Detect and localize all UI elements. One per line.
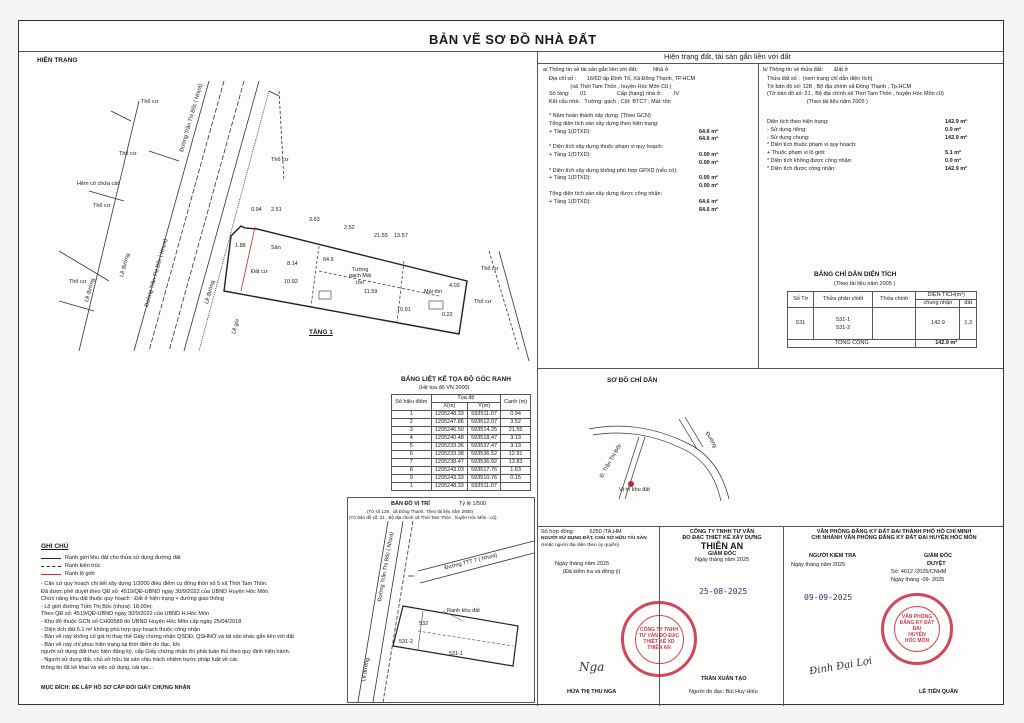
- area-subheader: chung nhận: [916, 300, 960, 308]
- coord-table-subtitle: (Hệ tọa độ VN 2000): [419, 385, 470, 391]
- company-date: Ngày tháng năm 2025: [694, 557, 750, 563]
- coord-cell: 0.15: [501, 475, 531, 483]
- info-item-value: 142.9 m²: [945, 119, 968, 125]
- note-line: - Lộ giới đường Trần Thị Bốc (nhựa): 18.00m;: [41, 603, 153, 610]
- info-item-value: 0.00 m²: [699, 151, 718, 158]
- coord-cell: 593514.25: [468, 427, 501, 435]
- info-line: (xã Thới Tam Thôn , huyện Hóc Môn Cũ ): [549, 83, 672, 90]
- info-item-value: [699, 113, 749, 121]
- info-line: Số tầng: 01 Cấp (hạng) nhà ở: IV: [549, 91, 680, 98]
- hien-trang-label: HIỆN TRẠNG: [37, 57, 78, 64]
- section-b-items: [767, 119, 995, 174]
- guide-map-drawing: [579, 389, 759, 509]
- location-road-label: Đường Trần Thị Bốc ( Nhựa): [377, 531, 396, 603]
- area-total-value: 142.9 m²: [916, 340, 977, 348]
- seal-text: HÓC MÔN: [904, 638, 930, 644]
- info-item: [549, 168, 749, 176]
- area-cell: [873, 308, 916, 340]
- area-cell: 531: [788, 308, 814, 340]
- company-name: THIÊN AN: [700, 541, 744, 551]
- note-line: người sử dụng đất thực hiện đăng ký, cấp Giấy chứng nhận thì phải tuân thủ theo quy định hiện hành.: [41, 649, 291, 656]
- info-item-value: 0.00 m²: [699, 175, 718, 182]
- info-item-label: * Diện tích được công nhận:: [767, 165, 836, 172]
- owner-line: NGƯỜI SỬ DỤNG ĐẤT, CHỦ SỞ HỮU TÀI SẢN: [541, 535, 647, 541]
- area-header: Thửa chính: [873, 292, 916, 308]
- coord-header: Số hiệu điểm: [392, 395, 432, 411]
- dimension-label: 21.55: [374, 233, 388, 239]
- coord-cell: 1: [392, 411, 432, 419]
- ditch-label: Lề đường: [84, 277, 97, 303]
- info-header: Hiện trạng đất, tài sản gắn liền với đất: [664, 52, 791, 61]
- legend-label: Ranh giới khu đất cho thửa sử dụng đường đất: [65, 555, 181, 561]
- info-item: [549, 121, 749, 129]
- floor-label: TẦNG 1: [309, 329, 333, 336]
- notes-footer: MỤC ĐÍCH: ĐỂ LẬP HỒ SƠ CẤP ĐỔI GIẤY CHỨNG NHẬN: [41, 685, 191, 691]
- coord-cell: 1: [392, 483, 432, 491]
- location-map-line: (Tờ bản đồ số: 21 , Bộ địa chính xã Thới Tam Thôn , huyện Hóc Môn - cũ): [349, 515, 497, 520]
- hem-label: Hẻm có chứa cát: [77, 181, 119, 187]
- info-bottom-divider: [537, 368, 1003, 369]
- info-item: [549, 152, 749, 160]
- seal-text: VĂN PHÒNG: [901, 614, 933, 620]
- coord-cell: 3.52: [501, 419, 531, 427]
- info-item: [549, 175, 749, 183]
- dimension-label: 4.03: [449, 283, 460, 289]
- coord-header: Tọa độ: [431, 395, 501, 403]
- company-line: ĐO ĐẠC THIẾT KẾ XÂY DỰNG: [682, 535, 762, 541]
- seal-text: THIẾT KẾ XD: [643, 639, 675, 645]
- coord-cell: 1205247.86: [431, 419, 467, 427]
- coord-cell: 593511.07: [468, 411, 501, 419]
- info-item-label: * Diện tích xây dựng thuộc phạm vi quy hoạch:: [549, 144, 664, 151]
- coord-row: [392, 467, 531, 475]
- coord-cell: 1205243.03: [431, 467, 467, 475]
- coord-cell: 593517.76: [468, 467, 501, 475]
- info-item-value: 0.00 m²: [699, 183, 718, 190]
- info-item-value: 142.9 m²: [945, 134, 968, 141]
- owner-line: Số hợp đồng: 6250 /TA.HM: [541, 529, 622, 535]
- info-line: Địa chỉ số : 16/6D ấp Đình Tố, Xã Đông Thạnh, TP.HCM: [549, 76, 696, 82]
- info-item-value: [699, 121, 749, 129]
- info-item-value: 0.00 m²: [699, 159, 718, 166]
- dimension-label: 11.59: [364, 289, 378, 295]
- coord-cell: 593512.07: [468, 419, 501, 427]
- section-b-kind: Đất ở: [834, 67, 849, 73]
- note-line: thông tin đã kê khai và việc sử dụng, cải tạo...: [41, 664, 153, 671]
- director-title: GIÁM ĐỐC: [924, 553, 953, 559]
- area-label: 64.6: [323, 257, 334, 263]
- guide-map-label: Đ. Trần Thị Bốc: [599, 442, 624, 479]
- coord-cell: 1205246.50: [431, 427, 467, 435]
- info-item-value: 64.6 m²: [699, 206, 718, 213]
- info-item: [549, 113, 749, 121]
- neighbor-label: Thổ cư: [474, 299, 492, 305]
- info-item: [767, 119, 995, 127]
- location-map-title: BẢN ĐỒ VỊ TRÍ: [391, 501, 430, 507]
- info-item: [767, 127, 995, 135]
- legend-line-dashed: [41, 566, 61, 567]
- coord-cell: 12.91: [501, 451, 531, 459]
- note-line: Đã được phê duyệt theo QĐ số: 4519/QĐ-UBND ngày 30/9/2022 của UBND Huyện Hóc Môn.: [41, 588, 270, 595]
- seal-text: THIÊN AN: [647, 645, 671, 651]
- section-a-lines: [549, 76, 695, 106]
- info-item-label: + Tầng 1(DTXD):: [549, 128, 591, 135]
- column-divider: [537, 51, 538, 706]
- area-table-subtitle: (Theo tài liệu năm 2005 ): [834, 281, 896, 287]
- coord-row: [392, 419, 531, 427]
- ditch-label: Lề đường: [119, 252, 132, 278]
- neighbor-label: Thổ cư: [271, 157, 289, 163]
- info-item-label: - Sử dụng riêng:: [767, 126, 807, 133]
- coord-cell: 1205248.33: [431, 483, 467, 491]
- section-a-title: [543, 67, 668, 73]
- note-line: - Bản vẽ này chỉ phục hiện trạng tại thời điểm đo đạc, khi: [41, 641, 180, 648]
- coord-cell: 6: [392, 451, 432, 459]
- guide-map-label: Đường: [703, 431, 718, 450]
- section-a-items: [549, 113, 749, 214]
- coord-subheader: X(m): [431, 403, 467, 411]
- info-item-value: 0.0 m²: [945, 157, 961, 164]
- coord-cell: 1205248.33: [431, 411, 467, 419]
- coord-cell: 3.13: [501, 443, 531, 451]
- director-name: LÊ TIẾN QUÂN: [919, 689, 958, 695]
- ditch-label: Lề đường: [204, 279, 217, 305]
- coord-header: Cạnh (m): [501, 395, 531, 411]
- legend-label: Ranh lộ giới: [65, 571, 95, 577]
- coord-cell: 3.13: [501, 435, 531, 443]
- info-item: [767, 135, 995, 143]
- office-block: [785, 529, 1003, 541]
- dimension-label: 3.63: [309, 217, 320, 223]
- coord-cell: 3: [392, 427, 432, 435]
- location-ranh-label: Ranh khu đất: [447, 608, 480, 614]
- info-line: Kết cấu nhà: Tường: gạch ; Cột: BTCT ; Mái: tôn: [549, 98, 671, 105]
- coord-cell: 593537.47: [468, 443, 501, 451]
- coord-cell: 5: [392, 443, 432, 451]
- coord-cell: 2: [392, 419, 432, 427]
- coord-cell: 8: [392, 467, 432, 475]
- checker-signature: Đinh Đại Lợi: [808, 655, 874, 678]
- sig-divider: [783, 526, 784, 706]
- info-item: [767, 166, 995, 174]
- area-header: DIỆN TÍCH(m²): [916, 292, 977, 300]
- road-label: Đường Trần Thị Bốc ( Nhựa): [179, 83, 205, 153]
- section-a-kind: Nhà ở: [653, 67, 669, 73]
- area-cell: 142.9: [916, 308, 960, 340]
- drawing-sheet: [18, 20, 1004, 705]
- seal-text: CÔNG TY TNHH: [640, 627, 678, 633]
- coord-cell: 593510.76: [468, 475, 501, 483]
- dimension-label: 8.14: [287, 261, 298, 267]
- coord-cell: 13.83: [501, 459, 531, 467]
- info-item-label: + Thuộc phạm vi lộ giới:: [767, 150, 826, 157]
- company-role: GIÁM ĐỐC: [707, 551, 737, 557]
- info-item-label: Tổng diện tích sàn xây dựng được công nhận:: [549, 190, 663, 197]
- info-line: (Tờ bản đồ số: 21 , Bộ địa chính xã Thới Tam Thôn , huyện Hóc Môn cũ): [767, 91, 944, 98]
- info-line: (Theo tài liệu năm 2005 ): [767, 98, 868, 105]
- area-table-title: BẢNG CHỈ DẪN DIỆN TÍCH: [814, 271, 897, 278]
- info-item: [767, 150, 995, 158]
- legend-label: Ranh kiến trúc: [65, 563, 101, 569]
- info-header-divider: [537, 63, 1003, 64]
- info-item: [549, 199, 749, 207]
- info-item-label: * Năm hoàn thành xây dựng: (Theo GCN): [549, 113, 651, 119]
- coord-cell: [501, 483, 531, 491]
- neighbor-label: Thổ cư: [119, 151, 137, 157]
- location-lot: 531-2: [399, 639, 414, 645]
- seal-text: HUYỆN: [908, 632, 926, 638]
- checker-date: Ngày tháng năm 2025: [791, 562, 846, 568]
- area-table: [787, 291, 977, 348]
- legend-line-solid: [41, 558, 61, 559]
- section-b-title: [763, 67, 848, 73]
- location-lot: 531-1: [449, 651, 464, 657]
- coord-row: [392, 451, 531, 459]
- guide-map-label: Vị trí khu đất: [619, 487, 650, 493]
- info-item-label: + Tầng 1(DTXD):: [549, 175, 591, 182]
- note-line: - Diện tích đất 5.1 m² không phù hợp quy hoạch thuộc công nhận: [41, 626, 200, 633]
- area-cell: 531-1 531-2: [814, 308, 873, 340]
- note-line: Theo QĐ số: 4519/QĐ-UBND ngày 30/9/2022 của UBND H.Hóc Môn: [41, 611, 210, 618]
- section-b-title-text: b/ Thông tin về thửa đất:: [763, 67, 823, 73]
- location-map-scale: Tỷ lệ 1/500: [459, 501, 487, 507]
- dimension-label: 0.94: [251, 207, 262, 213]
- info-item-label: - Sử dụng chung:: [767, 134, 810, 141]
- coord-row: [392, 475, 531, 483]
- roof-label: Mái tôn: [424, 289, 443, 295]
- coord-row: [392, 435, 531, 443]
- note-line: - Căn cứ quy hoạch chi tiết xây dựng 1/2000 điều điểm cụ đông thôn số 5 xã Thới Tam Thôn.: [41, 581, 268, 587]
- info-item: [767, 158, 995, 166]
- info-item-label: + Tầng 1(DTXD):: [549, 198, 591, 205]
- coord-cell: 4: [392, 435, 432, 443]
- coord-cell: 1.63: [501, 467, 531, 475]
- house-label: Tường gạch Mái tôn: [348, 267, 372, 286]
- seal-text: ĐĂNG KÝ ĐẤT ĐAI: [899, 620, 935, 632]
- info-line: Tờ bản đồ số: 128 , Bộ địa chính xã Đông Thạnh , Tp.HCM: [767, 83, 912, 90]
- info-item: [549, 144, 749, 152]
- notes-title: GHI CHÚ: [41, 543, 69, 550]
- info-item: [549, 129, 749, 137]
- info-item-value: [699, 144, 749, 152]
- info-item-value: 0.0 m²: [945, 126, 961, 133]
- owner-name: HỨA THỊ THU NGA: [567, 689, 617, 695]
- area-subheader: đất: [960, 300, 977, 308]
- neighbor-label: Thổ cư: [481, 266, 499, 272]
- office-line: VĂN PHÒNG ĐĂNG KÝ ĐẤT ĐAI THÀNH PHỐ HỒ CHÍ MINH: [816, 529, 972, 535]
- coord-row: [392, 483, 531, 491]
- company-director-name: TRẦN XUÂN TẠO: [701, 676, 747, 682]
- coord-cell: 593511.07: [468, 483, 501, 491]
- guide-map-title: SƠ ĐỒ CHỈ DẪN: [607, 377, 658, 384]
- owner-line: (Hoặc người đại diện theo ủy quyền): [541, 542, 620, 548]
- neighbor-label: Thổ cư: [141, 99, 159, 105]
- coord-cell: 1205233.36: [431, 443, 467, 451]
- info-column-divider: [758, 63, 759, 368]
- info-item: [549, 160, 749, 168]
- area-header: Số Tờ: [788, 292, 814, 308]
- info-item-label: * Diện tích không được công nhận:: [767, 157, 853, 164]
- coord-cell: 593536.52: [468, 451, 501, 459]
- company-measurer: Người đo đạc: Bùi Huy Hiếu: [689, 689, 758, 695]
- coord-cell: 593536.92: [468, 459, 501, 467]
- area-total-label: TỔNG CỘNG: [788, 340, 916, 348]
- company-seal: [621, 601, 697, 677]
- company-block: [663, 529, 781, 563]
- document-title: BẢN VẼ SƠ ĐỒ NHÀ ĐẤT: [429, 32, 597, 47]
- neighbor-label: Đất cư: [251, 269, 268, 275]
- coord-row: [392, 411, 531, 419]
- coord-cell: 21.55: [501, 427, 531, 435]
- office-seal: [881, 593, 953, 665]
- owner-date: Ngày tháng năm 2025: [555, 561, 610, 567]
- dimension-label: 10.91: [397, 307, 411, 313]
- notes-body: [41, 581, 361, 672]
- owner-note: (Đã kiểm tra và đồng ý): [563, 569, 621, 575]
- note-line: Chức năng khu đất thuộc quy hoạch : Đất ở hiện trạng + đường giao thông: [41, 596, 224, 603]
- coordinate-table: [391, 394, 531, 491]
- coord-cell: 7: [392, 459, 432, 467]
- location-le-label: Lề đường: [361, 657, 372, 683]
- director-date: Ngày tháng -09- 2025: [891, 577, 945, 583]
- coord-cell: 1205238.47: [431, 459, 467, 467]
- coord-subheader: Y(m): [468, 403, 501, 411]
- legend: [41, 554, 181, 578]
- note-line: - Bản vẽ này không có giá trị thay thế Giấy chứng nhận QSDĐ, QSHNỞ và tài sản khác gắn liền với đất: [41, 634, 294, 641]
- road-label: Đường Trần Thị Bốc ( Nhựa): [144, 238, 170, 308]
- owner-signature-block: [541, 529, 647, 549]
- dimension-label: 10.92: [284, 279, 298, 285]
- coord-cell: 1205240.48: [431, 435, 467, 443]
- ditch-label: Lề gói: [231, 318, 241, 335]
- coord-row: [392, 459, 531, 467]
- checker-title: NGƯỜI KIỂM TRA: [809, 553, 857, 559]
- legend-line-red: [41, 574, 61, 575]
- owner-signature: Nga: [579, 660, 605, 674]
- info-item: [549, 183, 749, 191]
- info-item: [549, 207, 749, 215]
- coord-cell: 0.94: [501, 411, 531, 419]
- info-item-label: Diện tích theo hiện trạng:: [767, 119, 829, 125]
- info-item-value: 64.6 m²: [699, 136, 718, 143]
- area-cell: 1.3: [960, 308, 977, 340]
- office-line: CHI NHÁNH VĂN PHÒNG ĐĂNG KÝ ĐẤT ĐAI HUYỆN HÓC MÔN: [811, 535, 977, 541]
- location-map-line: (Tờ số 128 , xã Đông Thạnh, Theo tài liệu năm 2005): [367, 509, 474, 514]
- site-plan-drawing: [19, 51, 537, 381]
- info-item: [549, 136, 749, 144]
- seal-text: TƯ VẤN ĐO ĐẠC: [638, 633, 680, 639]
- coord-cell: 1205233.38: [431, 451, 467, 459]
- coord-table-title: BẢNG LIỆT KÊ TỌA ĐỘ GÓC RANH: [401, 376, 511, 383]
- company-line: CÔNG TY TNHH TƯ VẤN: [689, 529, 755, 535]
- coord-cell: 1205243.33: [431, 475, 467, 483]
- info-item-value: 5.1 m²: [945, 150, 961, 157]
- info-item-value: 64.6 m²: [699, 198, 718, 205]
- dimension-label: 1.88: [235, 243, 246, 249]
- info-line: Thửa đất số : (xem trang chỉ dẫn diện tích): [767, 76, 873, 82]
- info-item-label: * Diện tích xây dựng không phù hợp GPXD (nếu có):: [549, 167, 678, 174]
- dimension-label: 2.52: [344, 225, 355, 231]
- info-item-value: 142.9 m²: [945, 165, 968, 172]
- location-map-drawing: [348, 521, 534, 702]
- info-item-label: + Tầng 1(DTXD):: [549, 151, 591, 158]
- info-item-label: * Diện tích thuộc phạm vi quy hoạch:: [767, 142, 857, 149]
- coord-row: [392, 427, 531, 435]
- section-a-title-text: a/ Thông tin về tài sản gắn liền với đất:: [543, 67, 638, 73]
- info-item-value: [699, 191, 749, 199]
- director-number: Số: 4612 /2025/CNHM: [891, 569, 947, 575]
- dimension-label: 0.22: [442, 312, 453, 318]
- info-item-label: Tổng diện tích sàn xây dựng theo hiện trạng:: [549, 120, 659, 127]
- checker-stamp-date: 09-09-2025: [804, 593, 853, 602]
- info-item-value: 64.6 m²: [699, 128, 718, 135]
- coord-cell: 593518.47: [468, 435, 501, 443]
- coord-row: [392, 443, 531, 451]
- info-item: [549, 191, 749, 199]
- neighbor-label: Thổ cư: [69, 279, 87, 285]
- note-line: - Khu đô thuộc GCN số CH00589 do UBND Huyện Hóc Môn cấp ngày 25/04/2018: [41, 618, 242, 625]
- note-line: - Người sử dụng đất, chủ sở hữu tài sản chịu trách nhiệm trước pháp luật về các: [41, 656, 239, 663]
- company-date-stamp: 25-08-2025: [699, 587, 748, 596]
- coord-cell: 9: [392, 475, 432, 483]
- san-label: Sân: [271, 245, 281, 251]
- dimension-label: 13.57: [394, 233, 408, 239]
- dimension-label: 2.51: [271, 207, 282, 213]
- location-lot: 532: [419, 621, 429, 627]
- signature-divider: [537, 526, 1003, 527]
- location-road-top: Đường TTT 7 ( Nhựa): [444, 552, 498, 572]
- director-sub: DUYỆT: [927, 561, 946, 567]
- section-b-lines: [767, 76, 944, 106]
- neighbor-label: Thổ cư: [93, 203, 111, 209]
- area-header: Thửa phân chiết: [814, 292, 873, 308]
